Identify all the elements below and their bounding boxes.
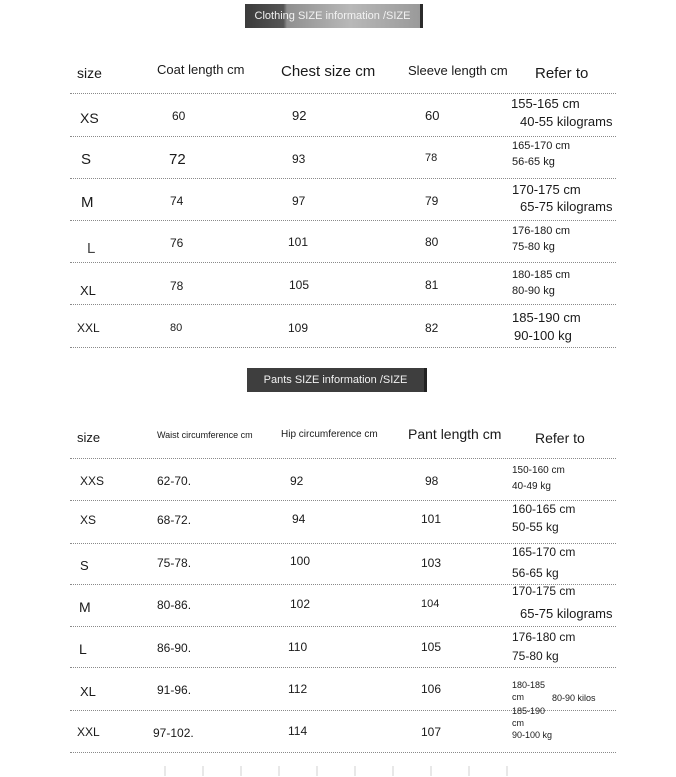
clothing-cell-chest: 93 [292, 152, 306, 166]
pants-cell-size: XXS [80, 474, 105, 488]
clothing-cell-coat: 60 [172, 109, 186, 123]
pants-cell-hip: 110 [288, 640, 308, 654]
pants-cell-length: 106 [421, 682, 442, 696]
pants-title-badge: Pants SIZE information /SIZE [247, 368, 427, 392]
pants-cell-size: L [79, 641, 87, 657]
clothing-cell-sleeve: 78 [425, 152, 438, 164]
clothing-cell-size: S [81, 151, 92, 168]
pants-cell-weight: 65-75 kilograms [520, 606, 613, 621]
pants-header-size: size [77, 430, 101, 445]
pants-cell-length: 103 [421, 556, 442, 570]
pants-cell-hip: 100 [290, 554, 311, 568]
clothing-header-refer: Refer to [535, 65, 589, 82]
pants-cell-length: 101 [421, 512, 442, 526]
clothing-header-size: size [77, 65, 102, 81]
pants-cell-height: 150-160 cm [512, 465, 565, 476]
pants-cell-weight: 75-80 kg [512, 649, 559, 663]
clothing-cell-height: 176-180 cm [512, 225, 571, 237]
pants-cell-weight: 40-49 kg [512, 481, 551, 492]
pants-divider [70, 752, 616, 753]
clothing-divider [70, 220, 616, 221]
pants-cell-waist: 75-78. [157, 556, 192, 570]
pants-cell-size: S [80, 558, 89, 573]
pants-cell-size: XS [80, 513, 97, 527]
clothing-cell-chest: 105 [289, 278, 310, 292]
clothing-cell-size: XXL [77, 321, 100, 335]
clothing-cell-height: 155-165 cm [511, 96, 580, 111]
pants-cell-height: 180-185 cm [512, 680, 546, 703]
pants-cell-weight: 56-65 kg [512, 566, 559, 580]
pants-cell-size: XXL [77, 725, 100, 739]
pants-cell-height: 165-170 cm [512, 545, 576, 559]
pants-cell-hip: 92 [290, 474, 304, 488]
clothing-divider [70, 93, 616, 94]
clothing-cell-sleeve: 80 [425, 235, 439, 249]
pants-cell-waist: 68-72. [157, 513, 192, 527]
pants-cell-height: 176-180 cm [512, 630, 576, 644]
pants-cell-hip: 114 [288, 724, 308, 738]
clothing-cell-coat: 78 [170, 279, 184, 293]
clothing-cell-size: XL [80, 283, 96, 298]
clothing-cell-size: M [81, 194, 94, 211]
clothing-divider [70, 304, 616, 305]
clothing-cell-chest: 101 [288, 235, 309, 249]
clothing-cell-coat: 72 [169, 151, 186, 168]
cropped-footer-strip [150, 766, 530, 776]
clothing-cell-sleeve: 60 [425, 108, 440, 123]
clothing-divider [70, 347, 616, 348]
pants-cell-hip: 94 [292, 512, 306, 526]
pants-divider [70, 626, 616, 627]
clothing-cell-weight: 75-80 kg [512, 241, 555, 253]
clothing-cell-coat: 74 [170, 194, 184, 208]
clothing-cell-chest: 92 [292, 108, 307, 123]
clothing-title-badge: Clothing SIZE information /SIZE [245, 4, 423, 28]
clothing-cell-weight: 65-75 kilograms [520, 199, 613, 214]
pants-cell-hip: 102 [290, 597, 311, 611]
pants-header-length: Pant length cm [408, 426, 502, 442]
clothing-cell-weight: 80-90 kg [512, 285, 555, 297]
clothing-divider [70, 136, 616, 137]
pants-divider [70, 543, 616, 544]
pants-cell-length: 104 [421, 598, 440, 610]
clothing-header-chest: Chest size cm [281, 63, 376, 80]
clothing-cell-chest: 109 [288, 321, 309, 335]
clothing-cell-size: L [87, 240, 96, 257]
clothing-header-sleeve: Sleeve length cm [408, 63, 508, 78]
clothing-cell-sleeve: 79 [425, 194, 439, 208]
pants-cell-weight: 80-90 kilos [552, 693, 596, 703]
clothing-cell-coat: 76 [170, 236, 184, 250]
clothing-cell-sleeve: 82 [425, 321, 439, 335]
clothing-cell-height: 170-175 cm [512, 182, 581, 197]
pants-cell-waist: 91-96. [157, 683, 192, 697]
clothing-cell-height: 180-185 cm [512, 269, 571, 281]
clothing-cell-coat: 80 [170, 322, 183, 334]
pants-cell-weight: 90-100 kg [512, 730, 553, 740]
pants-cell-height: 160-165 cm [512, 502, 576, 516]
pants-cell-waist: 62-70. [157, 474, 192, 488]
pants-cell-hip: 112 [288, 682, 308, 696]
pants-header-waist: Waist circumference cm [157, 430, 253, 440]
pants-divider [70, 500, 616, 501]
clothing-cell-size: XS [80, 110, 99, 126]
pants-cell-size: M [79, 599, 91, 615]
pants-cell-length: 98 [425, 474, 439, 488]
pants-cell-waist: 80-86. [157, 598, 192, 612]
pants-divider [70, 458, 616, 459]
clothing-header-coat: Coat length cm [157, 62, 245, 77]
pants-cell-height: 170-175 cm [512, 584, 576, 598]
clothing-cell-height: 165-170 cm [512, 140, 571, 152]
clothing-cell-sleeve: 81 [425, 278, 439, 292]
pants-cell-size: XL [80, 684, 96, 699]
clothing-cell-weight: 90-100 kg [514, 328, 572, 343]
clothing-cell-chest: 97 [292, 194, 306, 208]
pants-cell-waist: 86-90. [157, 641, 192, 655]
pants-cell-length: 105 [421, 640, 442, 654]
pants-cell-height: 185-190 cm [512, 706, 546, 729]
pants-header-refer: Refer to [535, 430, 585, 446]
pants-cell-length: 107 [421, 725, 442, 739]
clothing-cell-height: 185-190 cm [512, 310, 581, 325]
clothing-cell-weight: 56-65 kg [512, 156, 555, 168]
pants-header-hip: Hip circumference cm [281, 429, 378, 440]
pants-divider [70, 667, 616, 668]
clothing-divider [70, 262, 616, 263]
clothing-cell-weight: 40-55 kilograms [520, 114, 613, 129]
clothing-divider [70, 178, 616, 179]
pants-cell-waist: 97-102. [153, 726, 194, 740]
pants-cell-weight: 50-55 kg [512, 520, 559, 534]
